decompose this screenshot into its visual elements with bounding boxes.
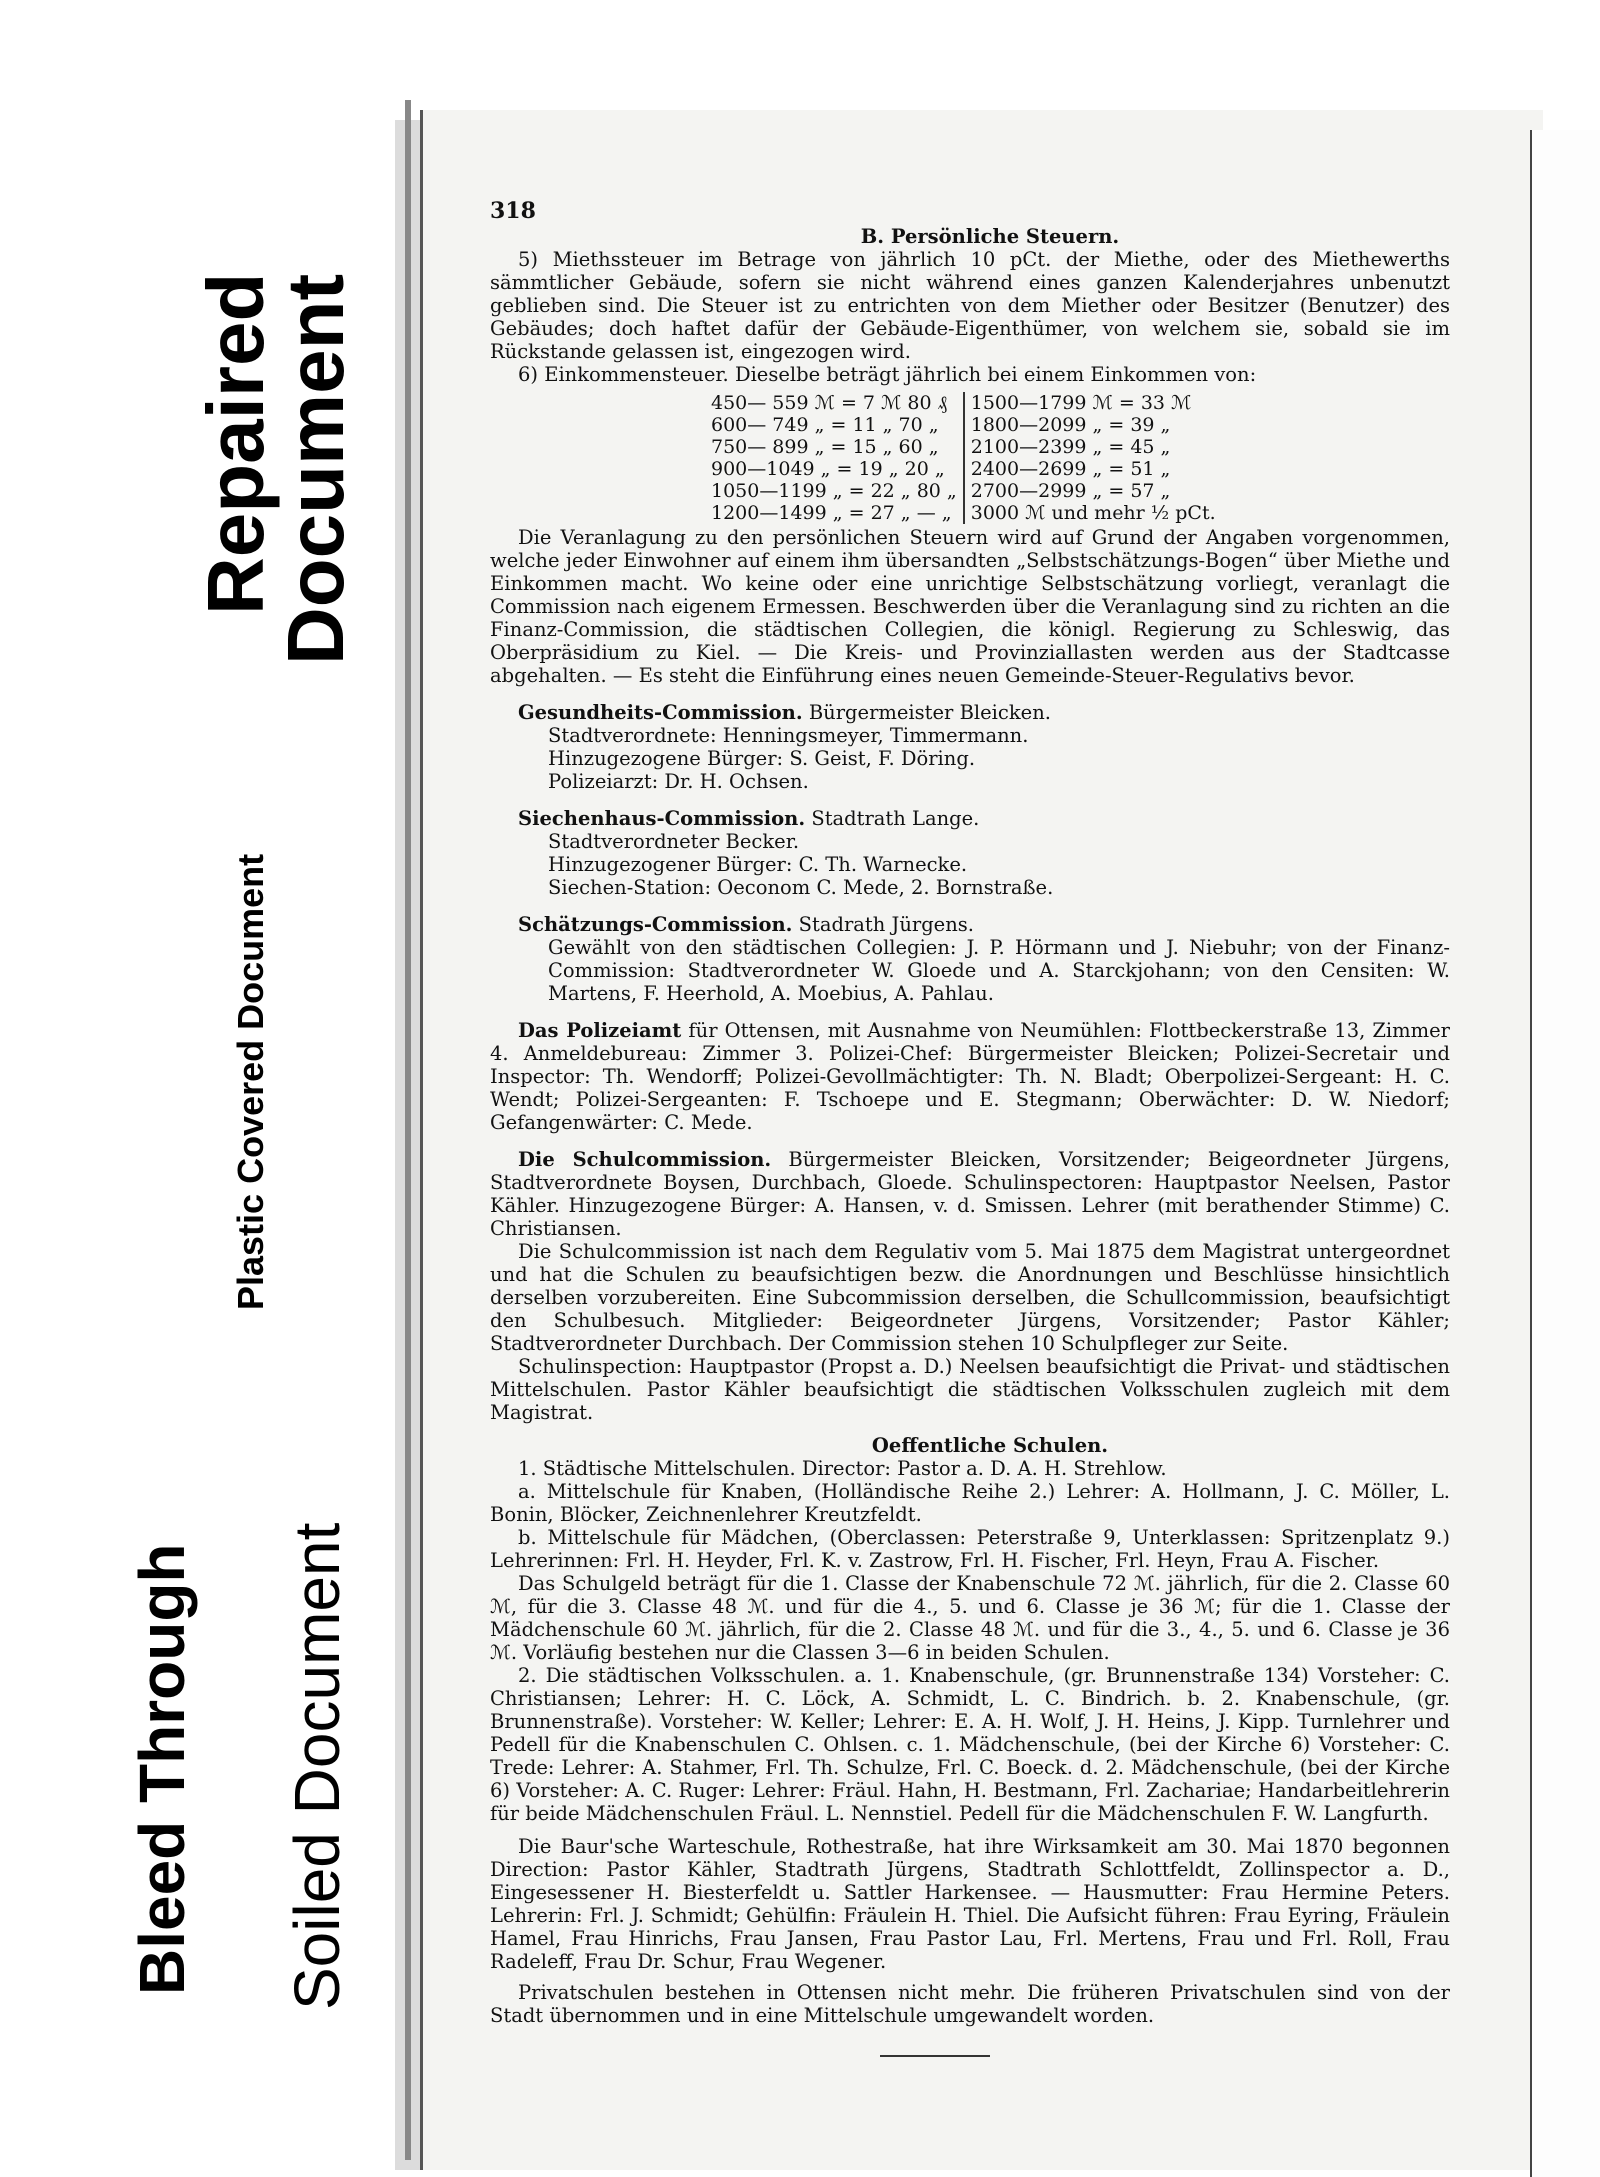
- schaetzung-head: Schätzungs-Commission.: [518, 913, 793, 936]
- paragraph-miethssteuer: 5) Miethssteuer im Betrage von jährlich 10 pCt. der Miethe, oder des Miethewerths sämmtlicher Gebäude, sofern sie nicht während eines ganzen Kalenderjahres unbenutzt geblieben sind. Die Steuer ist zu entrichten von dem Miether oder Besitzer (Benutzer) des Gebäudes; doch haftet dafür der Gebäude-Eigenthümer, von welchem sie, sobald sie im Rückstande gelassen ist, eingezogen wird.: [490, 248, 1450, 363]
- schulcommission-regulativ: Die Schulcommission ist nach dem Regulativ vom 5. Mai 1875 dem Magistrat untergeordnet und hat die Schulen zu beaufsichtigen bezw. die Anordnungen und Beschlüsse hinsichtlich derselben vorzubereiten. Eine Subcommission derselben, die Schullcommission, beaufsichtigt den Schulbesuch. Mitglieder: Beigeordneter Jürgens, Vorsitzender; Pastor Kähler; Stadtverordneter Durchbach. Der Commission stehen 10 Schulpfleger zur Seite.: [490, 1240, 1450, 1355]
- tax-row: [705, 480, 1222, 502]
- tax-row: [705, 436, 1222, 458]
- paragraph-veranlagung: Die Veranlagung zu den persönlichen Steuern wird auf Grund der Angaben vorgenommen, welche jeder Einwohner auf einem ihm übersandten „Selbstschätzungs-Bogen“ über Miethe und Einkommen macht. Wo keine oder eine unrichtige Selbstschätzung vorliegt, veranlagt die Commission nach eigenem Ermessen. Beschwerden über die Veranlagung sind zu richten an die Finanz-Commission, die städtischen Collegien, die königl. Regierung zu Schleswig, das Oberpräsidium zu Kiel. — Die Kreis- und Provinziallasten werden aus der Stadtcasse abgehalten. — Es steht die Einführung eines neuen Gemeinde-Steuer-Regulativs bevor.: [490, 526, 1450, 687]
- section-title: B. Persönliche Steuern.: [860, 225, 1120, 248]
- siechenhaus-chair: Stadtrath Lange.: [811, 807, 980, 830]
- tax-cell-right: 2400—2699 „ = 51 „: [964, 458, 1222, 480]
- label-bleed-through: Bleed Through: [126, 1543, 198, 1995]
- tax-cell-right: 1800—2099 „ = 39 „: [964, 414, 1222, 436]
- label-soiled-document: Soiled Document: [281, 1522, 353, 2010]
- warteschule: Die Baur'sche Warteschule, Rothestraße, hat ihre Wirksamkeit am 30. Mai 1870 begonnen Direction: Pastor Kähler, Stadtrath Jürgens, Stadtrath Schlottfeldt, Zollinspector a. D., Eingesessener H. Biesterfeldt u. Sattler Harkensee. — Hausmutter: Frau Hermine Peters. Lehrerin: Frl. J. Schmidt; Gehülfin: Fräulein H. Thiel. Die Aufsicht führen: Frau Eyring, Fräulein Hamel, Frau Hinrichs, Frau Jansen, Frau Pastor Lau, Frl. Mertens, Frau und Frl. Roll, Frau Radeleff, Frau Dr. Schur, Frau Wegener.: [490, 1835, 1450, 1973]
- schaetzung-chair: Stadrath Jürgens.: [798, 913, 974, 936]
- tax-cell-right: 1500—1799 ℳ = 33 ℳ: [964, 392, 1222, 414]
- page-content: [490, 190, 1450, 2027]
- tax-row: [705, 414, 1222, 436]
- label-repaired: Repaired: [191, 272, 280, 615]
- privatschulen: Privatschulen bestehen in Ottensen nicht mehr. Die früheren Privatschulen sind von der Stadt übernommen und in eine Mittelschule umgewandelt worden.: [490, 1981, 1450, 2027]
- paragraph-einkommensteuer: 6) Einkommensteuer. Dieselbe beträgt jährlich bei einem Einkommen von:: [518, 363, 1257, 386]
- label-plastic-covered: Plastic Covered Document: [230, 853, 271, 1310]
- label-document-1: Document: [271, 273, 360, 665]
- tax-cell-left: 450— 559 ℳ = 7 ℳ 80 ₰: [711, 392, 948, 414]
- schulgeld: Das Schulgeld beträgt für die 1. Classe der Knabenschule 72 ℳ. jährlich, für die 2. Classe 60 ℳ, für die 3. Classe 48 ℳ. und für die 4., 5. und 6. Classe je 36 ℳ; für die 1. Classe der Mädchenschule 60 ℳ. jährlich, für die 2. Classe 48 ℳ. und für die 3., 4., 5. und 6. Classe je 36 ℳ. Vorläufig bestehen nur die Classen 3—6 in beiden Schulen.: [490, 1572, 1450, 1664]
- tax-row: [705, 458, 1222, 480]
- gesundheit-line-3: Hinzugezogene Bürger: S. Geist, F. Döring.: [548, 747, 976, 770]
- schulcommission-head: Die Schulcommission.: [518, 1148, 772, 1171]
- schaetzung-commission: [490, 913, 1450, 936]
- closing-rule: [880, 2055, 990, 2057]
- tax-cell-left: 900—1049 „ = 19 „ 20 „: [711, 458, 945, 480]
- siechenhaus-line-2: Stadtverordneter Becker.: [548, 830, 800, 853]
- page-edge: [405, 100, 411, 2160]
- tax-row: [705, 392, 1222, 414]
- schulinspection: Schulinspection: Hauptpastor (Propst a. D.) Neelsen beaufsichtigt die Privat- und städtischen Mittelschulen. Pastor Kähler beaufsichtigt die städtischen Volksschulen zugleich mit dem Magistrat.: [490, 1355, 1450, 1424]
- facing-page-edge: [1530, 130, 1600, 2177]
- tax-row: [705, 502, 1222, 524]
- gesundheit-line-2: Stadtverordnete: Henningsmeyer, Timmermann.: [548, 724, 1029, 747]
- schaetzung-members: Gewählt von den städtischen Collegien: J. P. Hörmann und J. Niebuhr; von der Finanz-Commission: Stadtverordneter W. Gloede und A. Starckjohann; von den Censiten: W. Martens, F. Heerhold, A. Moebius, A. Pahlau.: [548, 936, 1450, 1005]
- page-number: 318: [490, 198, 536, 224]
- polizei-head: Das Polizeiamt: [518, 1019, 682, 1042]
- mittelschulen: 1. Städtische Mittelschulen. Director: Pastor a. D. A. H. Strehlow.: [518, 1457, 1167, 1480]
- tax-cell-left: 600— 749 „ = 11 „ 70 „: [711, 414, 939, 436]
- oeffentliche-schulen-head: Oeffentliche Schulen.: [871, 1434, 1109, 1457]
- mittelschule-knaben: a. Mittelschule für Knaben, (Holländische Reihe 2.) Lehrer: A. Hollmann, J. C. Möller, L. Bonin, Blöcker, Zeichnenlehrer Kreutzfeldt.: [490, 1480, 1450, 1526]
- tax-cell-right: 2100—2399 „ = 45 „: [964, 436, 1222, 458]
- siechenhaus-line-4: Siechen-Station: Oeconom C. Mede, 2. Bornstraße.: [548, 876, 1054, 899]
- polizeiamt: [490, 1019, 1450, 1134]
- siechenhaus-head: Siechenhaus-Commission.: [518, 807, 806, 830]
- gesundheit-head: Gesundheits-Commission.: [518, 701, 803, 724]
- siechenhaus-commission: [490, 807, 1450, 830]
- volksschulen: 2. Die städtischen Volksschulen. a. 1. Knabenschule, (gr. Brunnenstraße 134) Vorsteher: C. Christiansen; Lehrer: H. C. Löck, A. Schmidt, L. C. Bindrich. b. 2. Knabenschule, (gr. Brunnenstraße). Vorsteher: W. Keller; Lehrer: E. A. H. Wolf, J. H. Heins, J. Kipp. Turnlehrer und Pedell für die Knabenschulen C. Ohlsen. c. 1. Mädchenschule, (bei der Kirche 6) Vorsteher: C. Trede: Lehrer: A. Stahmer, Frl. Th. Schulze, Frl. C. Boeck. d. 2. Mädchenschule, (bei der Kirche 6) Vorsteher: A. C. Ruger: Lehrer: Fräul. Hahn, H. Bestmann, Frl. Zachariae; Handarbeitlehrerin für beide Mädchenschulen Fräul. L. Nennstiel. Pedell für die Mädchenschulen F. W. Langfurth.: [490, 1664, 1450, 1825]
- tax-cell-right: 3000 ℳ und mehr ½ pCt.: [964, 502, 1222, 524]
- tax-cell-left: 1050—1199 „ = 22 „ 80 „: [711, 480, 957, 502]
- tax-table: [705, 392, 1222, 524]
- polizei-text: für Ottensen, mit Ausnahme von Neumühlen: Flottbeckerstraße 13, Zimmer 4. Anmeldebureau: Zimmer 3. Polizei-Chef: Bürgermeister Bleicken; Polizei-Secretair und Inspector: Th. Wendorff; Polizei-Gevollmächtigter: Th. N. Bladt; Oberpolizei-Sergeant: H. C. Wendt; Polizei-Sergeanten: F. Tschoepe und E. Stegmann; Oberwächter: D. W. Niedorf; Gefangenwärter: C. Mede.: [490, 1019, 1451, 1134]
- schulcommission-text: Bürgermeister Bleicken, Vorsitzender; Beigeordneter Jürgens, Stadtverordnete Boysen, Durchbach, Gloede. Schulinspectoren: Hauptpastor Neelsen, Pastor Kähler. Hinzugezogene Bürger: A. Hansen, v. d. Smissen. Lehrer (mit berathender Stimme) C. Christiansen.: [490, 1148, 1450, 1240]
- tax-cell-right: 2700—2999 „ = 57 „: [964, 480, 1222, 502]
- gesundheit-line-4: Polizeiarzt: Dr. H. Ochsen.: [548, 770, 809, 793]
- schulcommission: [490, 1148, 1450, 1240]
- tax-cell-left: 750— 899 „ = 15 „ 60 „: [711, 436, 939, 458]
- tax-cell-left: 1200—1499 „ = 27 „ — „: [711, 502, 952, 524]
- gesundheit-commission: [490, 701, 1450, 724]
- gesundheit-chair: Bürgermeister Bleicken.: [808, 701, 1051, 724]
- mittelschule-maedchen: b. Mittelschule für Mädchen, (Oberclassen: Peterstraße 9, Unterklassen: Spritzenplatz 9.) Lehrerinnen: Frl. H. Heyder, Frl. K. v. Zastrow, Frl. H. Fischer, Frl. Heyn, Frau A. Fischer.: [490, 1526, 1450, 1572]
- siechenhaus-line-3: Hinzugezogener Bürger: C. Th. Warnecke.: [548, 853, 968, 876]
